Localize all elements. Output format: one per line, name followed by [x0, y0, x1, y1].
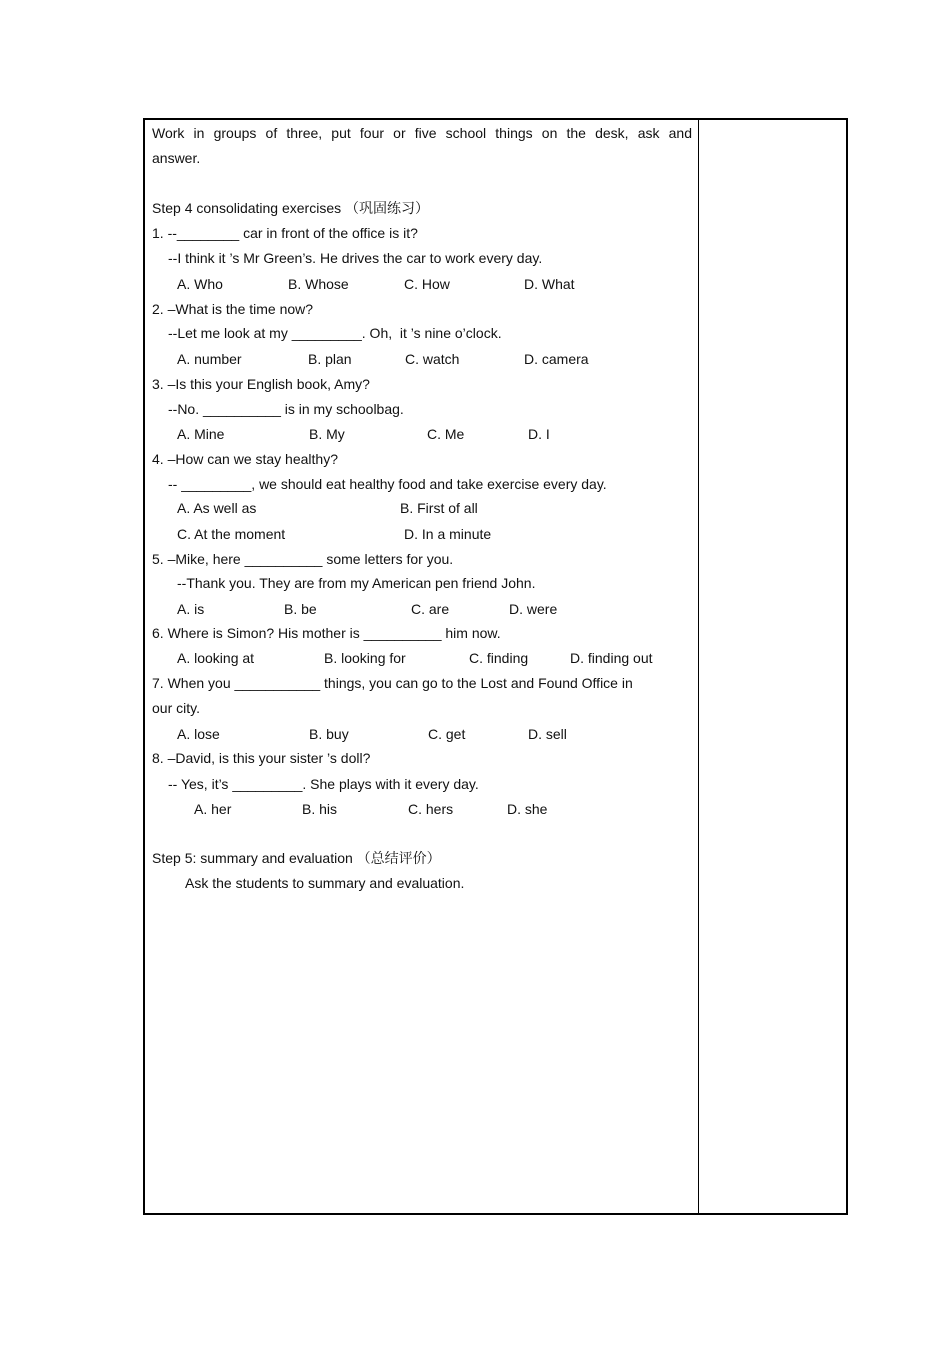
- notes-column: [699, 120, 846, 1213]
- q6-option-a: A. looking at: [177, 650, 255, 666]
- q1-option-d: D. What: [524, 276, 575, 292]
- q5-option-c: C. are: [411, 601, 450, 617]
- question-1: 1. --________ car in front of the office is it?: [152, 225, 418, 241]
- q6-option-b: B. looking for: [324, 650, 406, 666]
- lesson-table: [143, 118, 848, 1215]
- q6-option-d: D. finding out: [570, 650, 653, 666]
- q7-option-b: B. buy: [309, 726, 349, 742]
- question-5: 5. –Mike, here __________ some letters for you.: [152, 551, 454, 567]
- q8-option-b: B. his: [302, 801, 338, 817]
- step4-title: Step 4 consolidating exercises （巩固练习）: [152, 200, 429, 216]
- q8-option-d: D. she: [507, 801, 548, 817]
- q4-option-a: A. As well as: [177, 500, 257, 516]
- question-8: 8. –David, is this your sister ’s doll?: [152, 750, 371, 766]
- q2-option-d: D. camera: [524, 351, 589, 367]
- q3-option-d: D. I: [528, 426, 550, 442]
- q2-option-a: A. number: [177, 351, 242, 367]
- q7-option-a: A. lose: [177, 726, 220, 742]
- q1-option-a: A. Who: [177, 276, 223, 292]
- q7-option-c: C. get: [428, 726, 466, 742]
- q7-option-d: D. sell: [528, 726, 567, 742]
- q8-option-c: C. hers: [408, 801, 454, 817]
- step5-title: Step 5: summary and evaluation （总结评价）: [152, 850, 441, 866]
- q3-option-b: B. My: [309, 426, 345, 442]
- q5-option-d: D. were: [509, 601, 558, 617]
- question-6: 6. Where is Simon? His mother is __________ him now.: [152, 625, 501, 641]
- q1-option-b: B. Whose: [288, 276, 349, 292]
- answer-1: --I think it ’s Mr Green’s. He drives the car to work every day.: [168, 250, 543, 266]
- question-3: 3. –Is this your English book, Amy?: [152, 376, 370, 392]
- q5-option-b: B. be: [284, 601, 317, 617]
- q5-option-a: A. is: [177, 601, 205, 617]
- question-7-cont: our city.: [152, 700, 200, 716]
- q6-option-c: C. finding: [469, 650, 529, 666]
- q2-option-c: C. watch: [405, 351, 460, 367]
- answer-4: -- _________, we should eat healthy food and take exercise every day.: [168, 476, 607, 492]
- answer-3: --No. __________ is in my schoolbag.: [168, 401, 404, 417]
- q8-option-a: A. her: [194, 801, 232, 817]
- step5-body: Ask the students to summary and evaluation.: [185, 875, 465, 891]
- answer-5: --Thank you. They are from my American pen friend John.: [177, 575, 536, 591]
- intro-line-2: answer.: [152, 150, 201, 166]
- answer-8: -- Yes, it’s _________. She plays with it every day.: [168, 776, 479, 792]
- q3-option-c: C. Me: [427, 426, 465, 442]
- answer-2: --Let me look at my _________. Oh, it ’s nine o’clock.: [168, 325, 502, 341]
- q4-option-c: C. At the moment: [177, 526, 286, 542]
- intro-line-1: Work in groups of three, put four or five school things on the desk, ask and: [152, 125, 692, 141]
- question-4: 4. –How can we stay healthy?: [152, 451, 338, 467]
- q4-option-d: D. In a minute: [404, 526, 492, 542]
- q4-option-b: B. First of all: [400, 500, 478, 516]
- q3-option-a: A. Mine: [177, 426, 225, 442]
- question-2: 2. –What is the time now?: [152, 301, 314, 317]
- q1-option-c: C. How: [404, 276, 450, 292]
- q2-option-b: B. plan: [308, 351, 352, 367]
- question-7: 7. When you ___________ things, you can go to the Lost and Found Office in: [152, 675, 633, 691]
